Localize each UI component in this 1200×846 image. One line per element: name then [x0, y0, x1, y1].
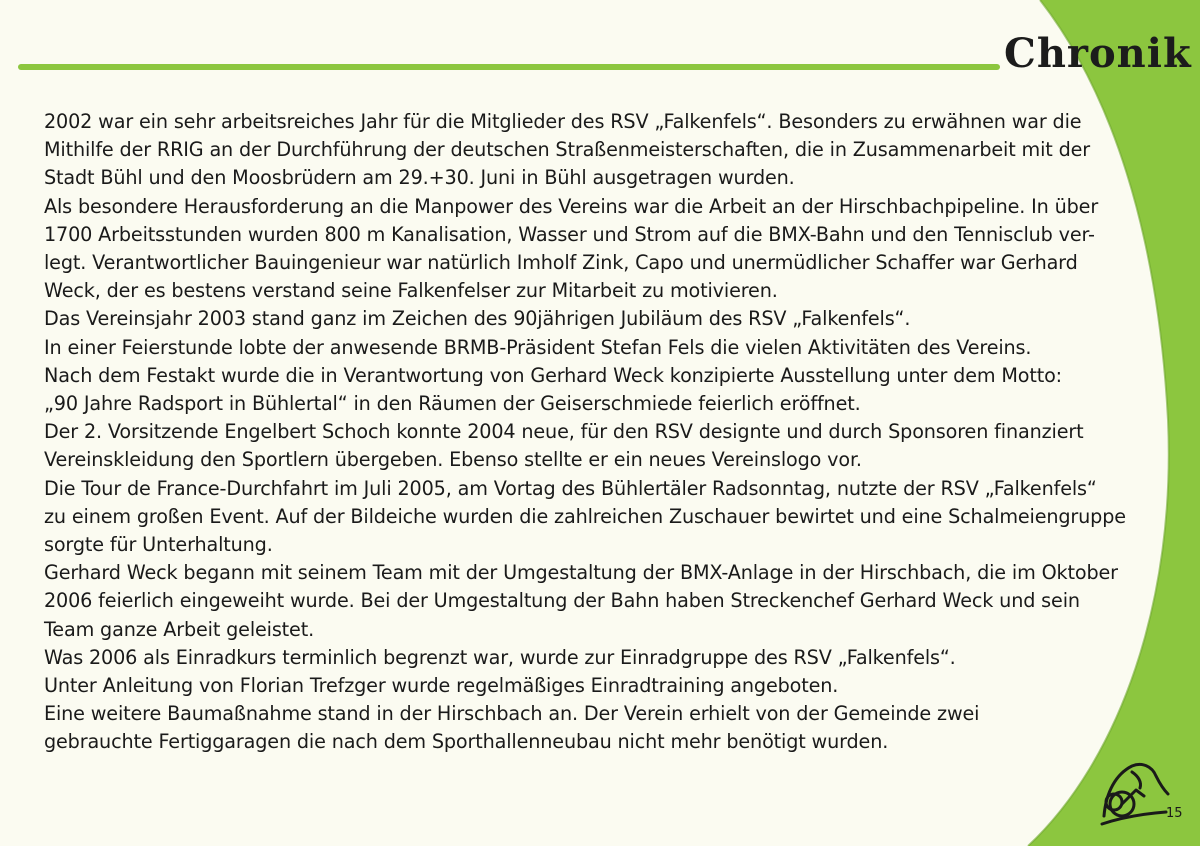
- text-line: „90 Jahre Radsport in Bühlertal“ in den Räumen der Geiserschmiede feierlich eröffnet.: [44, 392, 861, 416]
- text-line: gebrauchte Fertiggaragen die nach dem Sporthallenneubau nicht mehr benötigt wurden.: [44, 730, 889, 754]
- text-line: 2006 feierlich eingeweiht wurde. Bei der Umgestaltung der Bahn haben Streckenchef Gerhard Weck und sein: [44, 589, 1080, 613]
- text-line: Stadt Bühl und den Moosbrüdern am 29.+30. Juni in Bühl ausgetragen wurden.: [44, 166, 795, 190]
- text-line: In einer Feierstunde lobte der anwesende BRMB-Präsident Stefan Fels die vielen Aktivitäten des Vereins.: [44, 335, 1032, 359]
- text-line: legt. Verantwortlicher Bauingenieur war natürlich Imholf Zink, Capo und unermüdlicher Schaffer war Gerhard: [44, 251, 1078, 275]
- text-line: Team ganze Arbeit geleistet.: [44, 617, 315, 641]
- text-line: 1700 Arbeitsstunden wurden 800 m Kanalisation, Wasser und Strom auf die BMX-Bahn und den Tennisclub ver-: [44, 222, 1095, 246]
- text-line: Nach dem Festakt wurde die in Verantwortung von Gerhard Weck konzipierte Ausstellung unter dem Motto:: [44, 363, 1062, 387]
- text-line: Das Vereinsjahr 2003 stand ganz im Zeichen des 90jährigen Jubiläum des RSV „Falkenfels“.: [44, 307, 911, 331]
- text-line: Als besondere Herausforderung an die Manpower des Vereins war die Arbeit an der Hirschbachpipeline. In über: [44, 194, 1099, 218]
- text-line: Was 2006 als Einradkurs terminlich begrenzt war, wurde zur Einradgruppe des RSV „Falkenfels“.: [44, 645, 956, 669]
- text-line: Unter Anleitung von Florian Trefzger wurde regelmäßiges Einradtraining angeboten.: [44, 674, 839, 698]
- text-line: Die Tour de France-Durchfahrt im Juli 2005, am Vortag des Bühlertäler Radsonntag, nutzte der RSV „Falkenfels“: [44, 476, 1097, 500]
- text-line: Der 2. Vorsitzende Engelbert Schoch konnte 2004 neue, für den RSV designte und durch Sponsoren finanziert: [44, 420, 1084, 444]
- text-line: Weck, der es bestens verstand seine Falkenfelser zur Mitarbeit zu motivieren.: [44, 279, 778, 303]
- header-rule: [18, 64, 1000, 70]
- text-line: Mithilfe der RRIG an der Durchführung der deutschen Straßenmeisterschaften, die in Zusammenarbeit mit der: [44, 138, 1091, 162]
- page-number: 15: [1166, 806, 1183, 821]
- text-line: 2002 war ein sehr arbeitsreiches Jahr für die Mitglieder des RSV „Falkenfels“. Besonders zu erwähnen war die: [44, 110, 1082, 133]
- text-line: sorgte für Unterhaltung.: [44, 533, 273, 557]
- chronicle-text: [44, 108, 1164, 757]
- text-line: zu einem großen Event. Auf der Bildeiche wurden die zahlreichen Zuschauer bewirtet und eine Schalmeiengruppe: [44, 504, 1126, 528]
- text-line: Vereinskleidung den Sportlern übergeben. Ebenso stellte er ein neues Vereinslogo vor.: [44, 448, 862, 472]
- page-title: Chronik: [1004, 30, 1192, 77]
- text-line: Gerhard Weck begann mit seinem Team mit der Umgestaltung der BMX-Anlage in der Hirschbach, die im Oktober: [44, 561, 1118, 585]
- cyclist-logo-icon: [1092, 752, 1172, 832]
- text-line: Eine weitere Baumaßnahme stand in der Hirschbach an. Der Verein erhielt von der Gemeinde zwei: [44, 702, 980, 726]
